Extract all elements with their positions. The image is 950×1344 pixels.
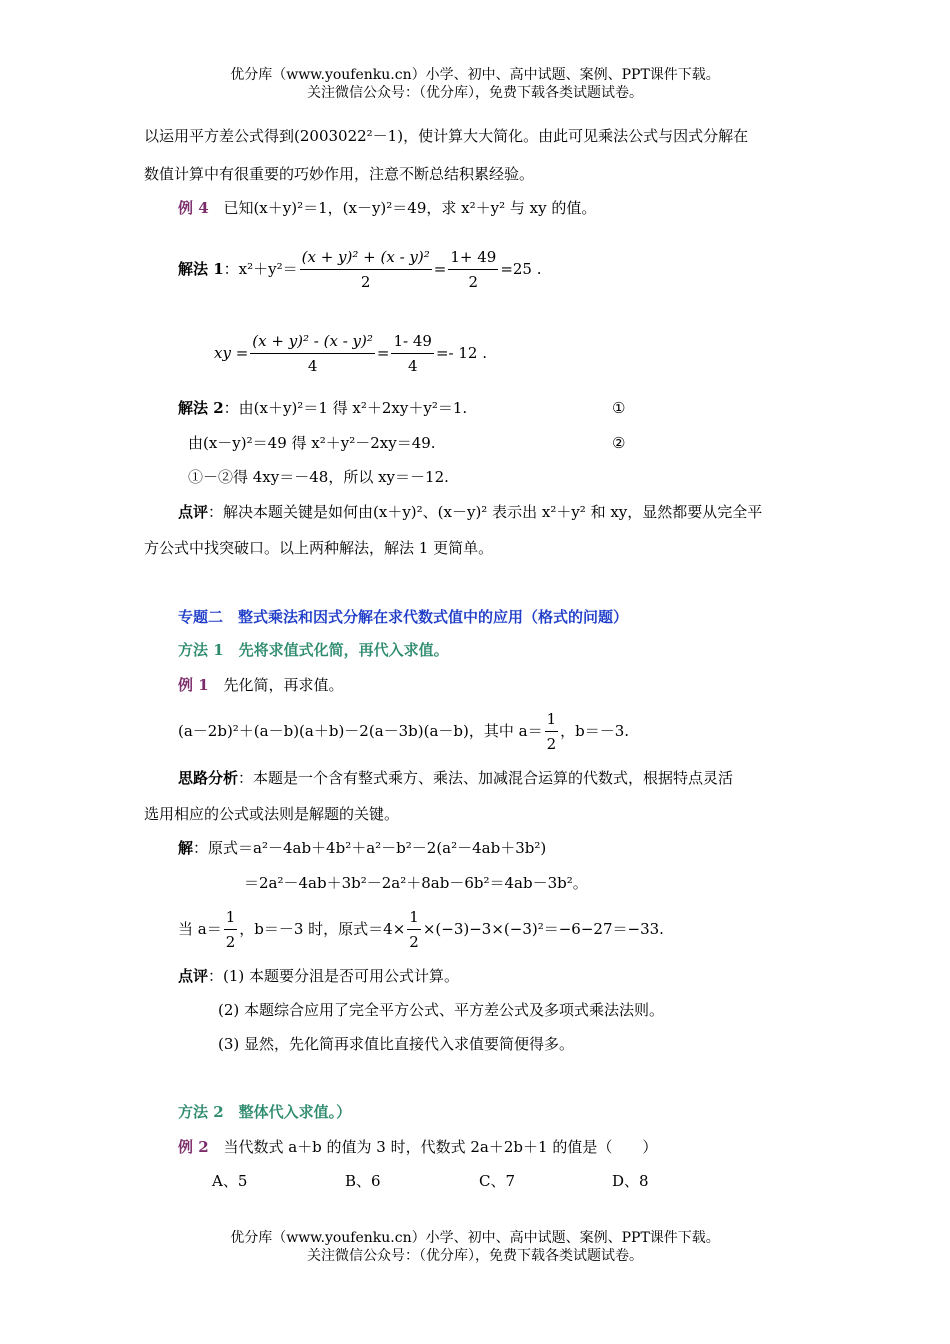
solution1-fraction-2-denominator: 2 [468, 272, 479, 291]
xy-fraction-2 [391, 331, 433, 376]
xy-fraction-2-denominator: 4 [407, 356, 418, 375]
solution1-fraction-1-numerator: (x + y)² + (x - y)² [300, 247, 432, 270]
solution-text-1: ：原式＝a²－4ab＋4b²＋a²－b²－2(a²－4ab＋3b²) [193, 839, 547, 857]
example4-statement [178, 198, 596, 218]
example4-text: 已知(x＋y)²＝1，(x－y)²＝49，求 x²＋y² 与 xy 的值。 [223, 199, 597, 217]
comment-label: 点评 [178, 503, 209, 521]
intro-line-2: 数值计算中有很重要的巧妙作用，注意不断总结积累经验。 [144, 165, 535, 183]
review-line-3: (3) 显然，先化简再求值比直接代入求值要简便得多。 [218, 1035, 575, 1053]
solution1-equals: = [433, 260, 447, 278]
header-line-2: 关注微信公众号：（优分库），免费下载各类试题试卷。 [307, 85, 643, 101]
example1-text: 先化简，再求值。 [223, 676, 344, 694]
solution1-result: =25 . [500, 260, 542, 278]
review-line-2: (2) 本题综合应用了完全平方公式、平方差公式及多项式乘法法则。 [218, 1001, 665, 1019]
example1-expr-tail: ，b＝－3. [560, 722, 630, 740]
option-a: A、5 [212, 1172, 248, 1190]
example1-fraction-numerator: 1 [545, 709, 559, 732]
substitution-mid: ，b＝－3 时，原式＝4× [239, 920, 406, 938]
substitution-pre: 当 a＝ [178, 920, 222, 938]
review-line-1 [178, 966, 459, 986]
review-label: 点评 [178, 967, 209, 985]
solution1-fraction-1-denominator: 2 [360, 272, 371, 291]
comment-line-1 [178, 502, 762, 522]
footer-line-1: 优分库（www.youfenku.cn）小学、初中、高中试题、案例、PPT课件下载。 [230, 1230, 720, 1246]
xy-fraction-1-denominator: 4 [307, 356, 318, 375]
analysis-line-1 [178, 768, 733, 788]
example1-expression [178, 706, 629, 756]
example1-fraction [545, 709, 559, 754]
example1-label: 例 1 [178, 676, 209, 694]
marker-1: ① [612, 399, 626, 417]
solution2-line-2: 由(x－y)²＝49 得 x²＋y²－2xy＝49. [188, 434, 436, 452]
analysis-label: 思路分析 [178, 769, 239, 787]
example1-statement [178, 675, 343, 695]
substitution-fraction-2-numerator: 1 [407, 907, 421, 930]
solution1-fraction-2-numerator: 1+ 49 [448, 247, 498, 270]
marker-2: ② [612, 434, 626, 452]
solution2-line-3: ①－②得 4xy＝－48，所以 xy＝－12. [188, 468, 449, 486]
substitution-fraction-1-numerator: 1 [224, 907, 238, 930]
xy-result: =- 12 . [435, 344, 487, 362]
solution1-label: 解法 1 [178, 260, 224, 278]
option-d: D、8 [612, 1172, 649, 1190]
substitution-tail: ×(−3)−3×(−3)²＝−6−27＝−33. [422, 920, 664, 938]
substitution-fraction-1-denominator: 2 [225, 932, 236, 951]
method1-heading: 方法 1 先将求值式化简，再代入求值。 [178, 641, 449, 659]
solution-line-1 [178, 838, 546, 858]
solution1-lhs: ：x²＋y²＝ [223, 260, 298, 278]
substitution-fraction-2 [407, 907, 421, 952]
substitution-line [178, 904, 664, 954]
solution2-line-1-text: ：由(x＋y)²＝1 得 x²＋2xy＋y²＝1. [223, 399, 468, 417]
solution2-line-1 [178, 398, 467, 418]
xy-equation [214, 328, 487, 378]
solution-label: 解 [178, 839, 194, 857]
topic2-title: 专题二 整式乘法和因式分解在求代数式值中的应用（格式的问题） [178, 608, 629, 626]
example2-statement [178, 1137, 657, 1157]
footer-line-2: 关注微信公众号：（优分库），免费下载各类试题试卷。 [307, 1248, 643, 1264]
comment-line-2: 方公式中找突破口。以上两种解法，解法 1 更简单。 [144, 539, 494, 557]
option-b: B、6 [345, 1172, 381, 1190]
solution1-fraction-2 [448, 247, 498, 292]
substitution-fraction-1 [224, 907, 238, 952]
example2-text: 当代数式 a＋b 的值为 3 时，代数式 2a＋2b＋1 的值是（ ） [223, 1138, 658, 1156]
xy-lhs: xy = [214, 344, 249, 362]
example1-fraction-denominator: 2 [546, 734, 557, 753]
solution1-equation [178, 244, 542, 294]
xy-fraction-1 [250, 331, 375, 376]
solution1-fraction-1 [300, 247, 432, 292]
xy-fraction-2-numerator: 1- 49 [391, 331, 433, 354]
solution-line-2: ＝2a²－4ab＋3b²－2a²＋8ab－6b²＝4ab－3b²。 [244, 874, 588, 892]
xy-equals: = [376, 344, 390, 362]
example1-expr-text: (a－2b)²＋(a－b)(a＋b)－2(a－3b)(a－b)，其中 a＝ [178, 722, 543, 740]
example4-label: 例 4 [178, 199, 209, 217]
analysis-text-1: ：本题是一个含有整式乘方、乘法、加减混合运算的代数式，根据特点灵活 [238, 769, 734, 787]
method2-heading: 方法 2 整体代入求值。） [178, 1103, 352, 1121]
analysis-line-2: 选用相应的公式或法则是解题的关键。 [144, 805, 400, 823]
substitution-fraction-2-denominator: 2 [409, 932, 419, 951]
xy-fraction-1-numerator: (x + y)² - (x - y)² [250, 331, 375, 354]
option-c: C、7 [479, 1172, 516, 1190]
solution2-label: 解法 2 [178, 399, 224, 417]
example2-label: 例 2 [178, 1138, 209, 1156]
header-line-1: 优分库（www.youfenku.cn）小学、初中、高中试题、案例、PPT课件下载。 [230, 67, 720, 83]
comment-text-1: ：解决本题关键是如何由(x＋y)²、(x－y)² 表示出 x²＋y² 和 xy，显然都要从完全平 [208, 503, 763, 521]
review-text-1: ：(1) 本题要分沮是否可用公式计算。 [208, 967, 460, 985]
intro-line-1: 以运用平方差公式得到(2003022²－1)，使计算大大简化。由此可见乘法公式与因式分解在 [144, 127, 749, 145]
